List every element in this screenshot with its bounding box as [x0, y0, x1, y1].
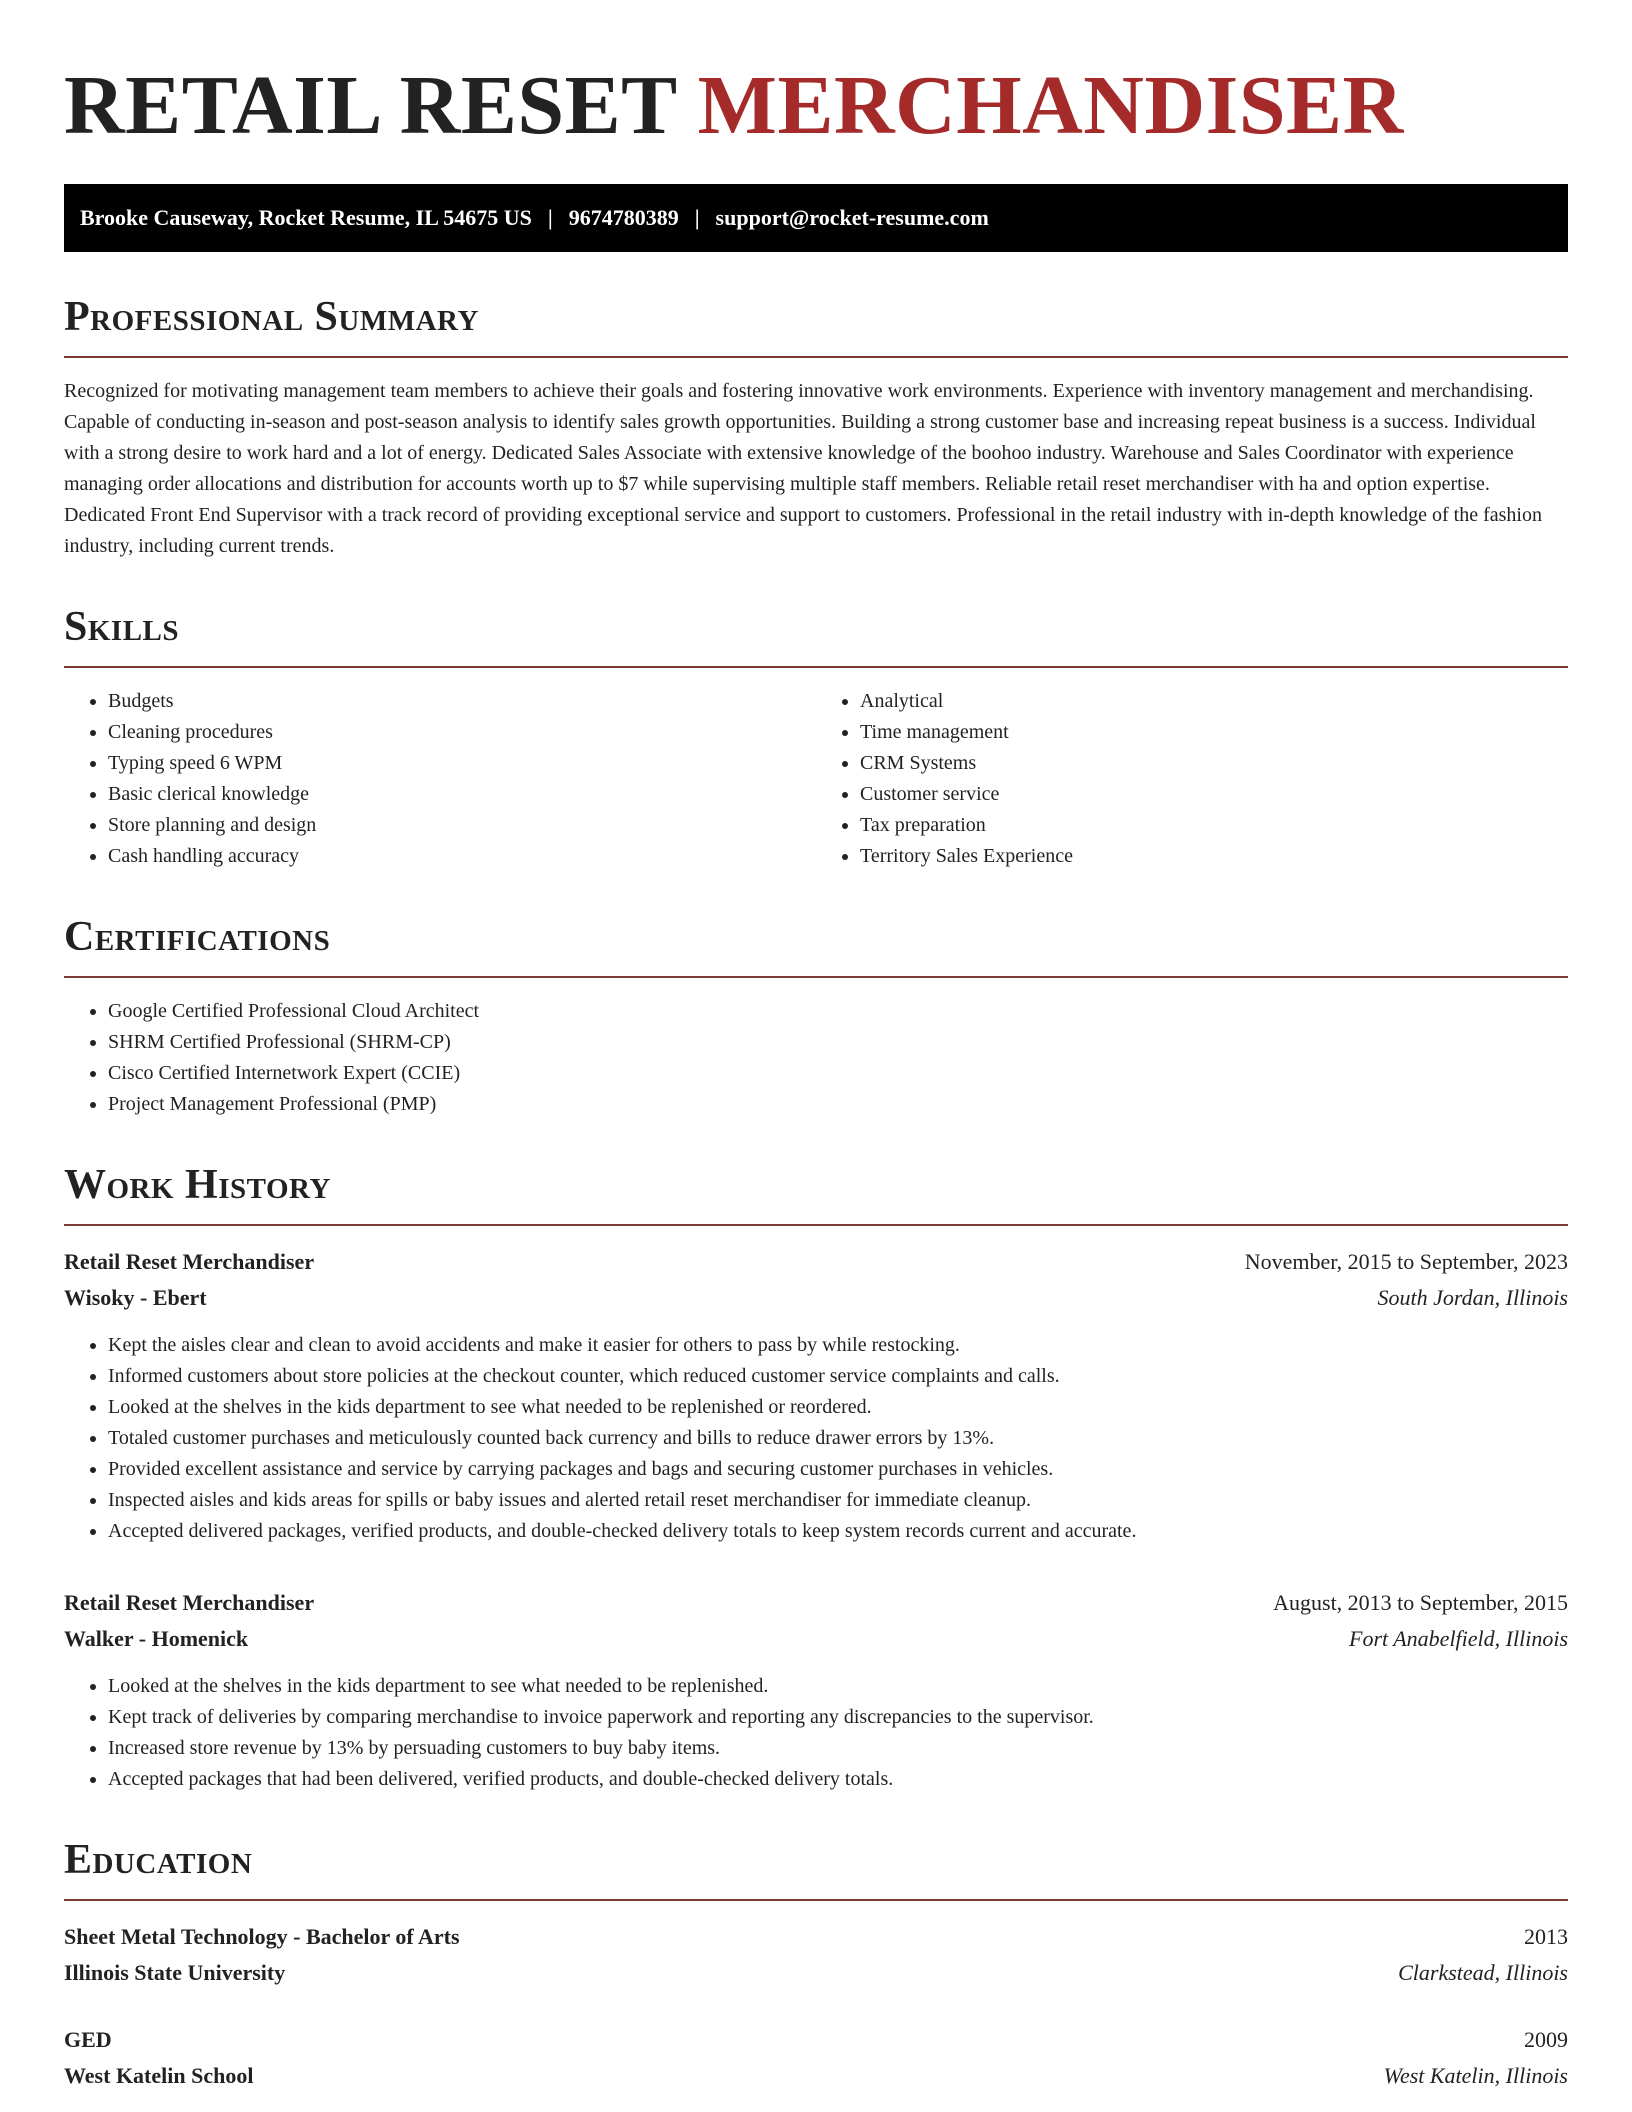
education-degree-row: [64, 1919, 1568, 1955]
education-degree-row: [64, 2022, 1568, 2058]
job-bullet: • Looked at the shelves in the kids department to see what needed to be replenished or reordered.: [108, 1392, 1568, 1423]
education-school-row: [64, 1955, 1568, 1991]
job-company-row: [64, 1280, 1568, 1316]
education-degree: Sheet Metal Technology - Bachelor of Arts: [64, 1924, 460, 1949]
skill-item: • Cash handling accuracy: [108, 841, 816, 872]
certification-item: • SHRM Certified Professional (SHRM-CP): [108, 1027, 1568, 1058]
contact-phone[interactable]: 9674780389: [568, 205, 679, 230]
certification-item: • Cisco Certified Internetwork Expert (CCIE): [108, 1058, 1568, 1089]
skill-item: • Store planning and design: [108, 810, 816, 841]
certifications-list: [64, 996, 1568, 1120]
job-bullets: [64, 1330, 1568, 1547]
contact-email[interactable]: support@rocket-resume.com: [715, 205, 989, 230]
skill-item: • Time management: [860, 717, 1568, 748]
education-school: Illinois State University: [64, 1960, 286, 1985]
job-entry: [64, 1244, 1568, 1547]
skill-item: • Analytical: [860, 686, 1568, 717]
skills-columns: [64, 668, 1568, 872]
page-title: [64, 59, 1568, 152]
skill-item: • CRM Systems: [860, 748, 1568, 779]
job-dates: August, 2013 to September, 2015: [1273, 1590, 1568, 1615]
skill-item: • Typing speed 6 WPM: [108, 748, 816, 779]
job-bullet: • Accepted delivered packages, verified products, and double-checked delivery totals to keep system records current and accurate.: [108, 1516, 1568, 1547]
education-year: 2013: [1524, 1924, 1568, 1949]
job-title: Retail Reset Merchandiser: [64, 1249, 315, 1274]
skills-list-right: [816, 686, 1568, 872]
skills-list-left: [64, 686, 816, 872]
job-bullet: • Looked at the shelves in the kids department to see what needed to be replenished.: [108, 1671, 1568, 1702]
job-bullet: • Inspected aisles and kids areas for spills or baby issues and alerted retail reset merchandiser for immediate cleanup.: [108, 1485, 1568, 1516]
skill-item: • Territory Sales Experience: [860, 841, 1568, 872]
certification-item: • Google Certified Professional Cloud Architect: [108, 996, 1568, 1027]
contact-bar: [64, 184, 1568, 252]
job-bullet: • Totaled customer purchases and meticulously counted back currency and bills to reduce drawer errors by 13%.: [108, 1423, 1568, 1454]
education-entry: [64, 1919, 1568, 1991]
job-bullet: • Informed customers about store policies at the checkout counter, which reduced customer service complaints and calls.: [108, 1361, 1568, 1392]
education-location: West Katelin, Illinois: [1383, 2063, 1568, 2088]
job-entry: [64, 1585, 1568, 1795]
education-degree: GED: [64, 2027, 112, 2052]
skill-item: • Budgets: [108, 686, 816, 717]
skill-item: • Customer service: [860, 779, 1568, 810]
job-company: Wisoky - Ebert: [64, 1285, 207, 1310]
education-school-row: [64, 2058, 1568, 2094]
job-header-row: [64, 1585, 1568, 1621]
education-school: West Katelin School: [64, 2063, 254, 2088]
job-bullet: • Accepted packages that had been delivered, verified products, and double-checked delivery totals.: [108, 1764, 1568, 1795]
summary-heading: Professional Summary: [64, 296, 1568, 358]
skill-item: • Basic clerical knowledge: [108, 779, 816, 810]
job-bullet: • Provided excellent assistance and service by carrying packages and bags and securing customer purchases in vehicles.: [108, 1454, 1568, 1485]
education-location: Clarkstead, Illinois: [1398, 1960, 1568, 1985]
contact-address: Brooke Causeway, Rocket Resume, IL 54675 US: [80, 205, 532, 230]
job-bullet: • Kept the aisles clear and clean to avoid accidents and make it easier for others to pass by while restocking.: [108, 1330, 1568, 1361]
job-location: Fort Anabelfield, Illinois: [1349, 1626, 1568, 1651]
job-bullets: [64, 1671, 1568, 1795]
skills-section: [64, 606, 1568, 872]
education-entry: [64, 2022, 1568, 2094]
certifications-heading: Certifications: [64, 916, 1568, 978]
job-company-row: [64, 1621, 1568, 1657]
skill-item: • Tax preparation: [860, 810, 1568, 841]
title-main: RETAIL RESET: [64, 59, 677, 152]
job-dates: November, 2015 to September, 2023: [1244, 1249, 1568, 1274]
skills-heading: Skills: [64, 606, 1568, 668]
job-bullet: • Kept track of deliveries by comparing merchandise to invoice paperwork and reporting any discrepancies to the supervisor.: [108, 1702, 1568, 1733]
contact-separator: |: [694, 205, 700, 230]
education-year: 2009: [1524, 2027, 1568, 2052]
education-heading: Education: [64, 1839, 1568, 1901]
education-section: [64, 1839, 1568, 2094]
job-location: South Jordan, Illinois: [1377, 1285, 1568, 1310]
job-bullet: • Increased store revenue by 13% by persuading customers to buy baby items.: [108, 1733, 1568, 1764]
job-header-row: [64, 1244, 1568, 1280]
work-history-heading: Work History: [64, 1164, 1568, 1226]
summary-text: Recognized for motivating management team members to achieve their goals and fostering innovative work environments. Experience with inventory management and merchandising. Capable of conducting in-season and post-season analysis to identify sales growth opportunities. Building a strong customer base and increasing repeat business is a success. Individual with a strong desire to work hard and a lot of energy. Dedicated Sales Associate with extensive knowledge of the boohoo industry. Warehouse and Sales Coordinator with experience managing order allocations and distribution for accounts worth up to $7 while supervising multiple staff members. Reliable retail reset merchandiser with ha and option expertise. Dedicated Front End Supervisor with a track record of providing exceptional service and support to customers. Professional in the retail industry with in-depth knowledge of the fashion industry, including current trends.: [64, 380, 1542, 557]
title-accent: MERCHANDISER: [697, 59, 1404, 152]
contact-separator: |: [547, 205, 553, 230]
job-company: Walker - Homenick: [64, 1626, 249, 1651]
job-title: Retail Reset Merchandiser: [64, 1590, 315, 1615]
work-history-section: [64, 1164, 1568, 1795]
summary-section: [64, 296, 1568, 562]
certifications-section: [64, 916, 1568, 1120]
certification-item: • Project Management Professional (PMP): [108, 1089, 1568, 1120]
skill-item: • Cleaning procedures: [108, 717, 816, 748]
